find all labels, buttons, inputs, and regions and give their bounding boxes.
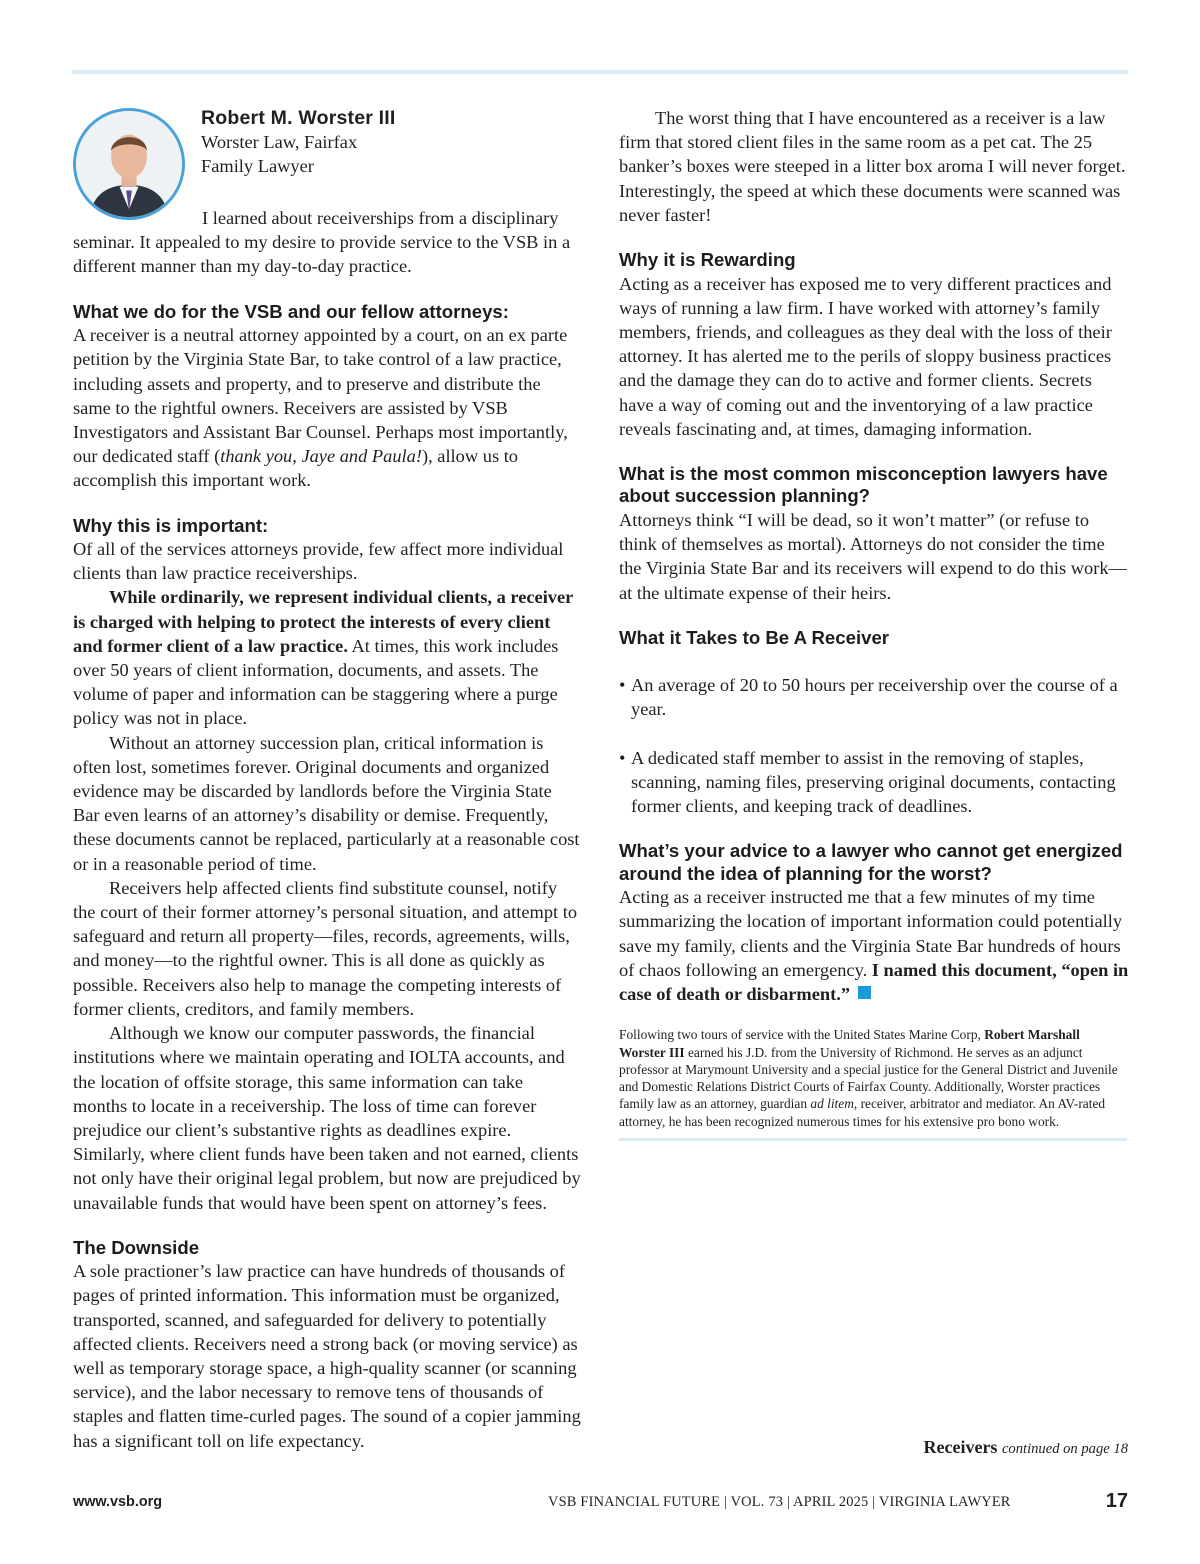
top-rule <box>72 70 1128 74</box>
body-paragraph <box>73 585 581 730</box>
author-photo <box>73 108 185 220</box>
footer-publication: VSB FINANCIAL FUTURE | VOL. 73 | APRIL 2025 | VIRGINIA LAWYER <box>548 1494 1011 1510</box>
text-run-italic: ad litem <box>810 1096 854 1112</box>
text-run: A receiver is a neutral attorney appointed by a court, on an ex parte petition by the Virginia State Bar, to take control of a law practice, including assets and property, and to preserve and distribute the same to the rightful owners. Receivers are assisted by VSB Investigators and Assistant Bar Counsel. Perhaps most importantly, our dedicated staff ( <box>73 325 568 467</box>
continued-note <box>923 1437 1128 1458</box>
author-name: Robert M. Worster III <box>201 107 396 129</box>
page-number: 17 <box>1105 1490 1128 1512</box>
left-column <box>73 106 581 1453</box>
list-item: • A dedicated staff member to assist in the removing of staples, scanning, naming files, preserving original documents, contacting former clients, and keeping track of deadlines. <box>619 746 1129 819</box>
section-heading: What it Takes to Be A Receiver <box>619 626 890 648</box>
text-run-bold: Robert Marshall Worster III <box>619 1027 1080 1060</box>
text-run: Acting as a receiver instructed me that a few minutes of my time summarizing the location of important information could potentially save my family, clients and the Virginia State Bar hundreds of hours of chaos following an emergency. <box>619 887 1123 980</box>
author-bio <box>619 1026 1129 1130</box>
section-heading: The Downside <box>73 1236 200 1258</box>
section-heading: What’s your advice to a lawyer who cannot get energized around the idea of planning for the worst? <box>619 840 1123 884</box>
section-heading: Why it is Rewarding <box>619 249 796 271</box>
body-paragraph: Attorneys think “I will be dead, so it won’t matter” (or refuse to think of themselves as mortal). Attorneys do not consider the time the Virginia State Bar and its receivers will expend to do this work—at the ultimate expense of their heirs. <box>619 509 1127 603</box>
body-paragraph: The worst thing that I have encountered as a receiver is a law firm that stored client files in the same room as a pet cat. The 25 banker’s boxes were steeped in a litter box aroma I will never forget. Interestingly, the speed at which these documents were scanned was never faster! <box>619 108 1126 225</box>
text-run: Following two tours of service with the United States Marine Corp, <box>619 1027 985 1043</box>
body-paragraph: Acting as a receiver has exposed me to very different practices and ways of running a law firm. I have worked with attorney’s family members, friends, and colleagues as they deal with the loss of their attorney. It has alerted me to the perils of sloppy business practices and the damage they can do to active and former clients. Secrets have a way of coming out and the inventorying of a law practice reveals fascinating and, at times, damaging information. <box>619 273 1112 439</box>
author-info <box>201 106 396 179</box>
end-mark-icon <box>858 986 871 999</box>
intro-paragraph: I learned about receiverships from a disciplinary seminar. It appealed to my desire to provide service to the VSB in a different manner than my day-to-day practice. <box>73 208 571 277</box>
text-run: At times, this work includes over 50 years of client information, documents, and assets. The volume of paper and information can be staggering where a purge policy was not in place. <box>73 635 559 729</box>
body-paragraph: A sole practioner’s law practice can have hundreds of thousands of pages of printed information. This information must be organized, transported, scanned, and safeguarded for delivery to potentially affected clients. Receivers need a strong back (or moving service) as well as temporary storage space, a high-quality scanner (or scanning service), and the labor necessary to remove tens of thousands of staples and flatten time-curled pages. The sound of a copier jamming has a significant toll on life expectancy. <box>73 1261 581 1451</box>
body-paragraph: Without an attorney succession plan, critical information is often lost, sometimes forever. Original documents and organized evidence may be discarded by landlords before the Virginia State Bar even learns of an attorney’s disability or demise. Frequently, these documents cannot be replaced, particularly at a reasonable cost or in a reasonable period of time. <box>73 732 580 874</box>
footer-url[interactable]: www.vsb.org <box>73 1494 163 1510</box>
body-paragraph: Of all of the services attorneys provide, few affect more individual clients than law practice receiverships. <box>73 539 564 584</box>
continued-label: Receivers <box>923 1437 998 1457</box>
section-heading: Why this is important: <box>73 514 269 536</box>
author-profile <box>73 106 581 206</box>
bio-rule <box>619 1138 1127 1141</box>
portrait-illustration <box>76 111 182 217</box>
section-heading: What we do for the VSB and our fellow attorneys: <box>73 300 509 322</box>
body-paragraph <box>73 323 581 492</box>
continued-text: continued on page 18 <box>1001 1441 1128 1457</box>
list-item: • An average of 20 to 50 hours per receivership over the course of a year. <box>619 673 1129 721</box>
body-paragraph: Receivers help affected clients find substitute counsel, notify the court of their former attorney’s personal situation, and attempt to safeguard and return all property—files, records, agreements, wills, and money—to the rightful owner. This is all done as quickly as possible. Receivers also help to manage the competing interests of former clients, creditors, and family members. <box>73 877 578 1019</box>
section-heading: What is the most common misconception lawyers have about succession planning? <box>619 462 1108 507</box>
text-run: ), allow us to accomplish this important work. <box>73 446 518 491</box>
text-run: , receiver, arbitrator and mediator. An AV-rated attorney, he has been recognized numerous times for his extensive pro bono work. <box>619 1096 1106 1129</box>
text-run-bold: While ordinarily, we represent individual clients, a receiver is charged with helping to protect the interests of every client and former client of a law practice. <box>73 587 573 656</box>
text-run-bold: I named this document, “open in case of death or disbarment.” <box>619 959 1129 1005</box>
text-run-italic: thank you, Jaye and Paula! <box>220 446 422 467</box>
text-run: earned his J.D. from the University of Richmond. He serves as an adjunct professor at Marymount University and a special justice for the General District and Juvenile and Domestic Relations District Courts of Fairfax County. Additionally, Worster practices family law as an attorney, guardian <box>619 1044 1118 1112</box>
body-paragraph: Although we know our computer passwords, the financial institutions where we maintain operating and IOLTA accounts, and the location of offsite storage, this same information can take months to locate in a receivership. The loss of time can forever prejudice our client’s substantive rights as deadlines expire. Similarly, where client funds have been taken and not earned, clients not only have their original legal problem, but now are prejudiced by unavailable funds that would have been spent on attorney’s fees. <box>73 1023 581 1213</box>
author-firm: Worster Law, Fairfax <box>201 132 358 153</box>
right-column <box>619 106 1129 1141</box>
author-role: Family Lawyer <box>201 156 314 177</box>
body-paragraph <box>619 885 1129 1006</box>
